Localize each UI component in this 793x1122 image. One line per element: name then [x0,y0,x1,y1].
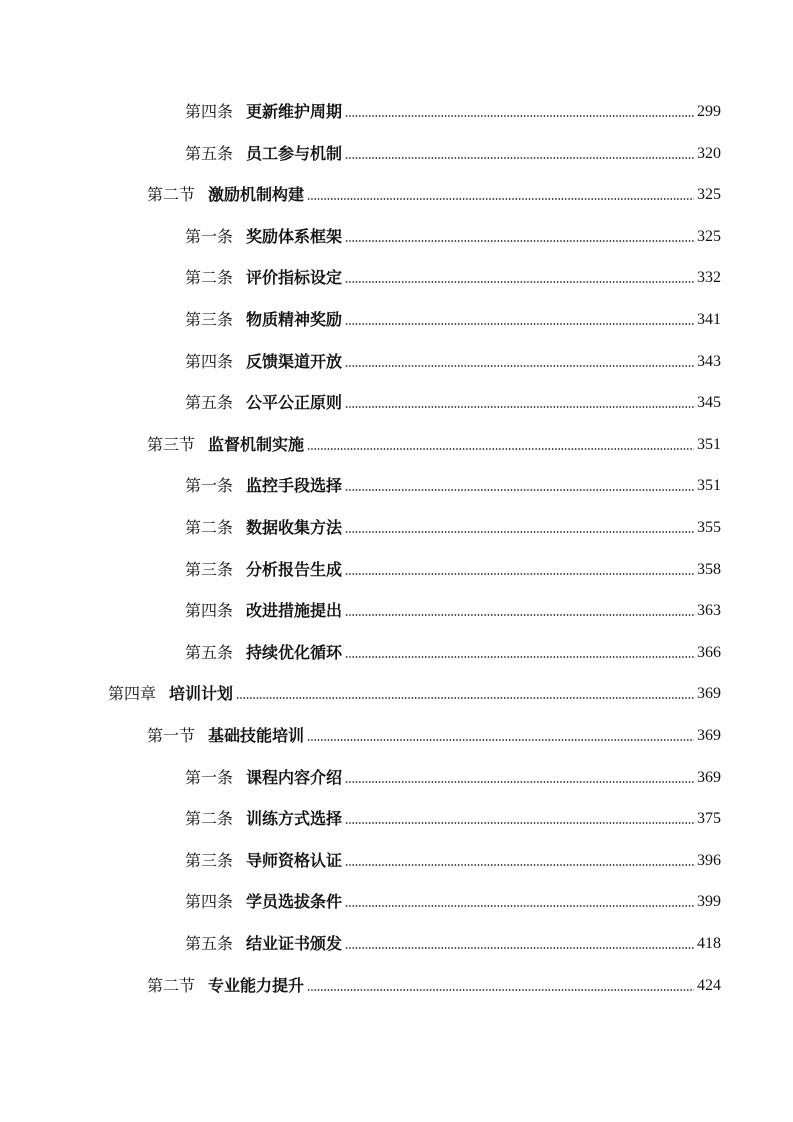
dot-leader [345,322,694,326]
toc-entry-title: 物质精神奖励 [246,310,343,329]
toc-entry-label: 第一条 [185,767,234,787]
toc-entry-title: 分析报告生成 [246,559,343,579]
toc-entry-title: 结业证书颁发 [246,934,343,953]
toc-entry-title: 员工参与机制 [246,143,343,163]
toc-entry-label: 第五条 [185,934,234,953]
toc-entry-page-number: 358 [697,560,721,578]
toc-entry-label: 第四条 [185,601,234,621]
toc-entry-label: 第五条 [185,143,234,163]
toc-entry-title: 基础技能培训 [208,726,305,745]
dot-leader [345,280,694,284]
toc-entry-article[interactable] [185,928,721,954]
toc-entry-title: 评价指标设定 [246,268,343,288]
dot-leader [345,863,694,867]
dot-leader [307,738,694,742]
toc-entry-page-number: 424 [697,976,721,994]
toc-entry-label: 第二条 [185,268,234,288]
toc-entry-label: 第三条 [185,559,234,579]
toc-entry-label: 第四条 [185,892,234,912]
toc-entry-article[interactable] [185,221,721,247]
toc-entry-section[interactable] [147,429,721,455]
toc-entry-title: 更新维护周期 [246,102,343,121]
toc-entry-title: 公平公正原则 [246,393,343,413]
toc-entry-page-number: 341 [697,311,721,328]
toc-entry-chapter[interactable] [108,678,721,704]
toc-entry-label: 第四章 [108,684,157,704]
dot-leader [345,405,694,409]
toc-entry-article[interactable] [185,262,721,288]
toc-entry-page-number: 325 [697,227,721,245]
toc-entry-label: 第二节 [147,185,196,205]
toc-entry-article[interactable] [185,138,721,164]
toc-entry-page-number: 345 [697,394,721,412]
toc-entry-title: 培训计划 [169,684,234,704]
toc-entry-page-number: 351 [697,435,721,453]
toc-entry-section[interactable] [147,179,721,205]
dot-leader [345,114,694,118]
toc-entry-page-number: 369 [697,768,721,786]
toc-entry-article[interactable] [185,470,721,496]
dot-leader [307,197,694,201]
dot-leader [345,780,694,784]
dot-leader [345,821,694,825]
toc-entry-title: 激励机制构建 [208,185,305,205]
toc-entry-section[interactable] [147,720,721,746]
toc-entry-title: 数据收集方法 [246,518,343,537]
toc-entry-label: 第二节 [147,975,196,995]
toc-entry-page-number: 375 [697,810,721,828]
toc-entry-label: 第一条 [185,476,234,496]
toc-entry-page-number: 351 [697,477,721,495]
toc-entry-title: 监督机制实施 [208,434,305,454]
toc-entry-page-number: 418 [697,935,721,952]
dot-leader [345,613,694,617]
toc-entry-page-number: 325 [697,186,721,204]
toc-entry-page-number: 343 [697,352,721,370]
toc-entry-label: 第一条 [185,226,234,246]
toc-entry-article[interactable] [185,637,721,663]
toc-entry-article[interactable] [185,96,721,122]
dot-leader [345,488,694,492]
toc-entry-page-number: 320 [697,144,721,162]
dot-leader [345,530,694,534]
toc-entry-label: 第三条 [185,310,234,329]
toc-entry-page-number: 363 [697,602,721,620]
toc-entry-article[interactable] [185,512,721,538]
dot-leader [307,988,694,992]
toc-entry-section[interactable] [147,970,721,996]
toc-entry-label: 第二条 [185,518,234,537]
toc-entry-page-number: 299 [697,103,721,120]
dot-leader [345,946,694,950]
toc-entry-title: 改进措施提出 [246,601,343,621]
toc-entry-label: 第五条 [185,393,234,413]
toc-entry-page-number: 369 [697,685,721,703]
toc-entry-article[interactable] [185,387,721,413]
toc-entry-page-number: 355 [697,519,721,536]
dot-leader [345,156,694,160]
toc-entry-page-number: 366 [697,643,721,661]
dot-leader [307,447,694,451]
dot-leader [345,239,694,243]
toc-entry-title: 反馈渠道开放 [246,351,343,371]
toc-entry-title: 奖励体系框架 [246,226,343,246]
toc-entry-title: 专业能力提升 [208,975,305,995]
toc-entry-title: 课程内容介绍 [246,767,343,787]
toc-entry-label: 第三条 [185,850,234,870]
toc-entry-title: 导师资格认证 [246,850,343,870]
toc-entry-article[interactable] [185,845,721,871]
toc-entry-article[interactable] [185,762,721,788]
toc-entry-label: 第三节 [147,434,196,454]
dot-leader [345,364,694,368]
toc-entry-title: 训练方式选择 [246,809,343,829]
toc-entry-title: 学员选拔条件 [246,892,343,912]
toc-entry-page-number: 369 [697,727,721,744]
toc-entry-article[interactable] [185,595,721,621]
toc-entry-label: 第五条 [185,642,234,662]
toc-entry-article[interactable] [185,304,721,330]
toc-entry-page-number: 396 [697,851,721,869]
toc-entry-label: 第四条 [185,102,234,121]
dot-leader [236,696,694,700]
dot-leader [345,904,694,908]
dot-leader [345,572,694,576]
toc-entry-article[interactable] [185,554,721,580]
toc-entry-article[interactable] [185,346,721,372]
toc-entry-title: 监控手段选择 [246,476,343,496]
toc-entry-title: 持续优化循环 [246,642,343,662]
toc-entry-article[interactable] [185,803,721,829]
toc-entry-label: 第四条 [185,351,234,371]
toc-entry-label: 第一节 [147,726,196,745]
toc-entry-page-number: 332 [697,269,721,287]
toc-entry-article[interactable] [185,886,721,912]
toc-entry-label: 第二条 [185,809,234,829]
toc-entry-page-number: 399 [697,893,721,911]
dot-leader [345,655,694,659]
